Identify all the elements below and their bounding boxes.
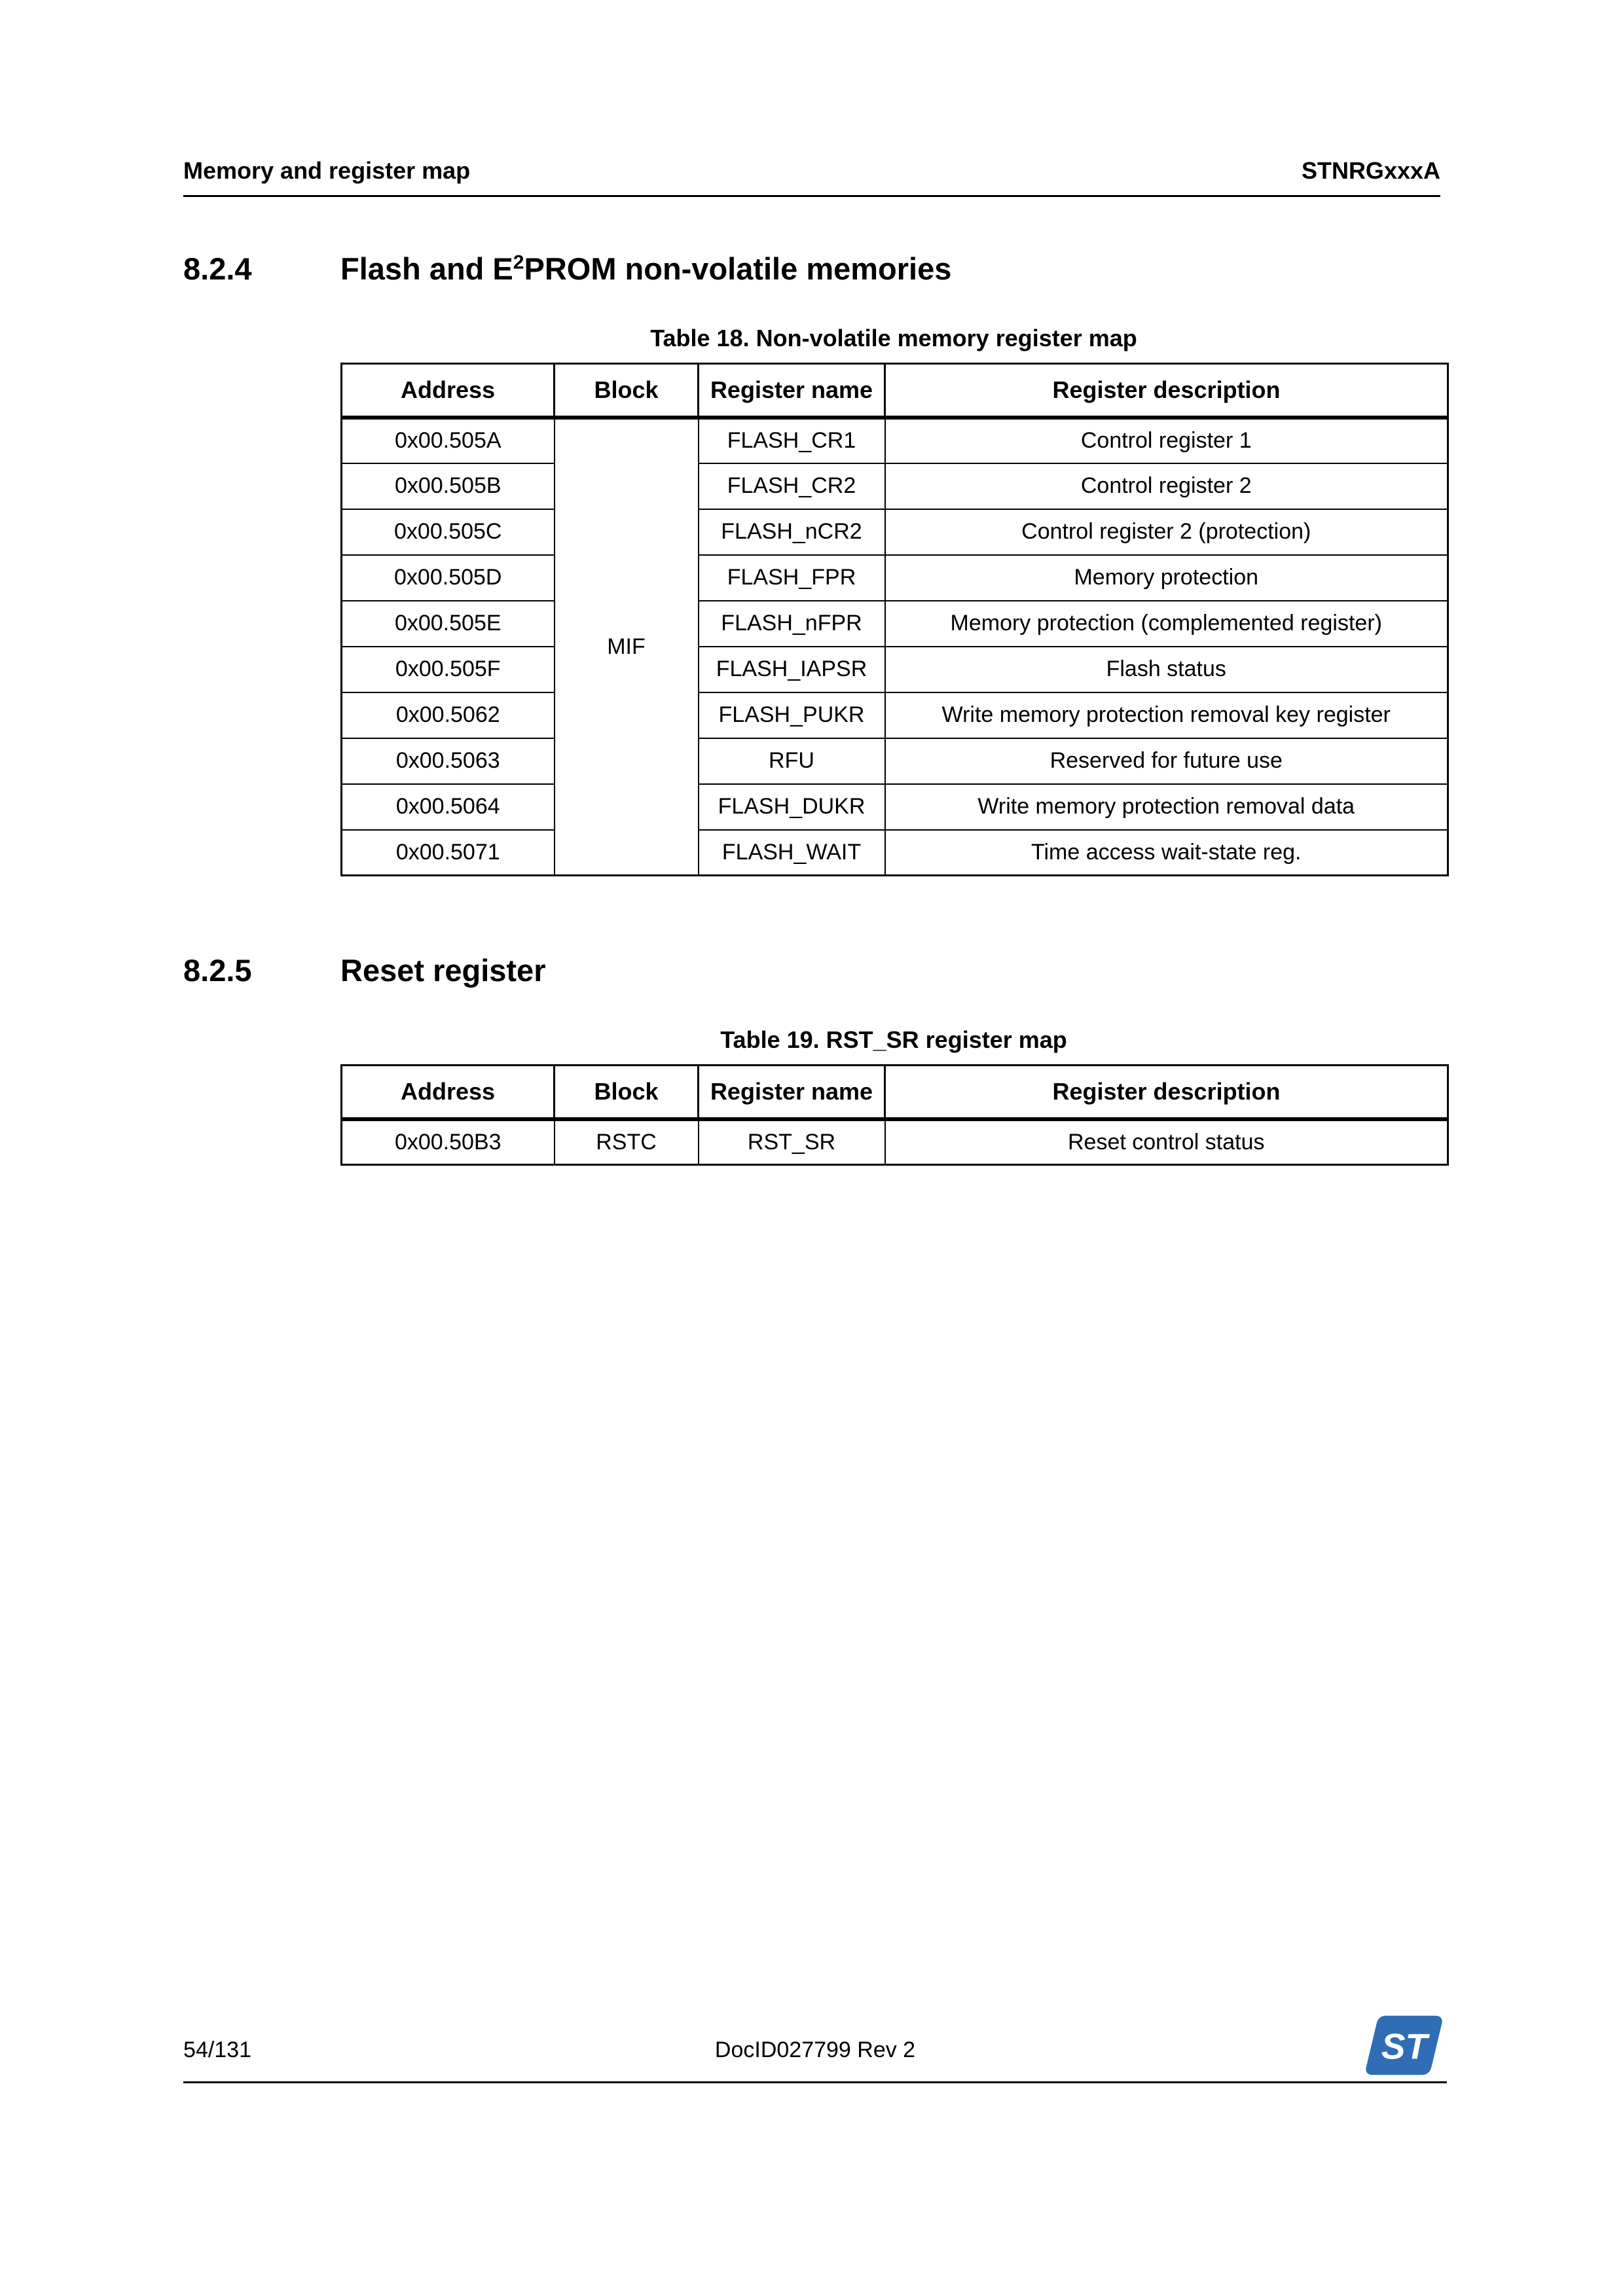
- register-description-cell: Write memory protection removal data: [885, 784, 1448, 830]
- register-description-cell: Reserved for future use: [885, 738, 1448, 784]
- register-description-cell: Reset control status: [885, 1119, 1448, 1165]
- column-header: Register description: [885, 364, 1448, 418]
- register-description-cell: Time access wait-state reg.: [885, 830, 1448, 876]
- table-header-row: [342, 1066, 1448, 1119]
- column-header: Register name: [699, 364, 885, 418]
- register-name-cell: FLASH_DUKR: [699, 784, 885, 830]
- address-cell: 0x00.5062: [342, 692, 555, 738]
- register-description-cell: Write memory protection removal key register: [885, 692, 1448, 738]
- doc-id: DocID027799 Rev 2: [714, 2037, 916, 2062]
- address-cell: 0x00.5071: [342, 830, 555, 876]
- section-number: 8.2.4: [183, 251, 252, 286]
- table-row: [342, 784, 1448, 830]
- page-header: [183, 0, 1440, 185]
- register-description-cell: Flash status: [885, 647, 1448, 692]
- register-name-cell: FLASH_PUKR: [699, 692, 885, 738]
- block-cell: RSTC: [555, 1119, 699, 1165]
- table-header-row: [342, 364, 1448, 418]
- table-row: [342, 601, 1448, 647]
- register-name-cell: FLASH_WAIT: [699, 830, 885, 876]
- register-name-cell: FLASH_FPR: [699, 555, 885, 601]
- section-heading-824: [183, 251, 1440, 287]
- address-cell: 0x00.505F: [342, 647, 555, 692]
- register-name-cell: RFU: [699, 738, 885, 784]
- table19-container: [340, 1026, 1447, 1166]
- column-header: Block: [555, 364, 699, 418]
- header-rule: [183, 195, 1440, 197]
- address-cell: 0x00.505A: [342, 418, 555, 463]
- address-cell: 0x00.50B3: [342, 1119, 555, 1165]
- register-name-cell: FLASH_IAPSR: [699, 647, 885, 692]
- address-cell: 0x00.5064: [342, 784, 555, 830]
- table18-caption: Table 18. Non-volatile memory register map: [650, 325, 1137, 351]
- register-map-table-19: [340, 1064, 1449, 1166]
- register-description-cell: Control register 2: [885, 463, 1448, 509]
- register-map-table-18: [340, 363, 1449, 876]
- footer-row: [183, 2000, 1447, 2079]
- register-name-cell: RST_SR: [699, 1119, 885, 1165]
- address-cell: 0x00.505C: [342, 509, 555, 555]
- footer-rule: [183, 2081, 1447, 2083]
- table-row: [342, 463, 1448, 509]
- table-row: [342, 647, 1448, 692]
- register-name-cell: FLASH_CR1: [699, 418, 885, 463]
- page-footer: [183, 2000, 1447, 2083]
- register-description-cell: Control register 2 (protection): [885, 509, 1448, 555]
- page-number: 54/131: [183, 2037, 251, 2062]
- address-cell: 0x00.505E: [342, 601, 555, 647]
- table18-container: [340, 325, 1447, 876]
- section-title-text-continued: PROM non-volatile memories: [524, 251, 952, 286]
- section-number: 8.2.5: [183, 953, 252, 988]
- address-cell: 0x00.505B: [342, 463, 555, 509]
- register-name-cell: FLASH_nCR2: [699, 509, 885, 555]
- table-row: [342, 1119, 1448, 1165]
- column-header: Register name: [699, 1066, 885, 1119]
- table-row: [342, 692, 1448, 738]
- section-title: Reset register: [340, 953, 546, 988]
- column-header: Address: [342, 364, 555, 418]
- table-row: [342, 509, 1448, 555]
- column-header: Address: [342, 1066, 555, 1119]
- table-row: [342, 738, 1448, 784]
- table19-caption: Table 19. RST_SR register map: [720, 1026, 1067, 1053]
- header-chapter-title: Memory and register map: [183, 157, 471, 184]
- address-cell: 0x00.5063: [342, 738, 555, 784]
- table-row: [342, 418, 1448, 463]
- block-cell: MIF: [555, 418, 699, 876]
- table-row: [342, 830, 1448, 876]
- column-header: Block: [555, 1066, 699, 1119]
- register-description-cell: Control register 1: [885, 418, 1448, 463]
- st-logo-icon: [1362, 2012, 1447, 2079]
- section-title: [340, 251, 1440, 287]
- section-heading-825: [183, 952, 1440, 988]
- st-logo-text: ST: [1381, 2026, 1428, 2067]
- column-header: Register description: [885, 1066, 1448, 1119]
- register-description-cell: Memory protection (complemented register): [885, 601, 1448, 647]
- section-title-text: Flash and E: [340, 251, 513, 286]
- address-cell: 0x00.505D: [342, 555, 555, 601]
- table-row: [342, 555, 1448, 601]
- header-product-name: STNRGxxxA: [1301, 157, 1440, 184]
- register-name-cell: FLASH_nFPR: [699, 601, 885, 647]
- register-name-cell: FLASH_CR2: [699, 463, 885, 509]
- section-title-superscript: 2: [513, 251, 524, 274]
- register-description-cell: Memory protection: [885, 555, 1448, 601]
